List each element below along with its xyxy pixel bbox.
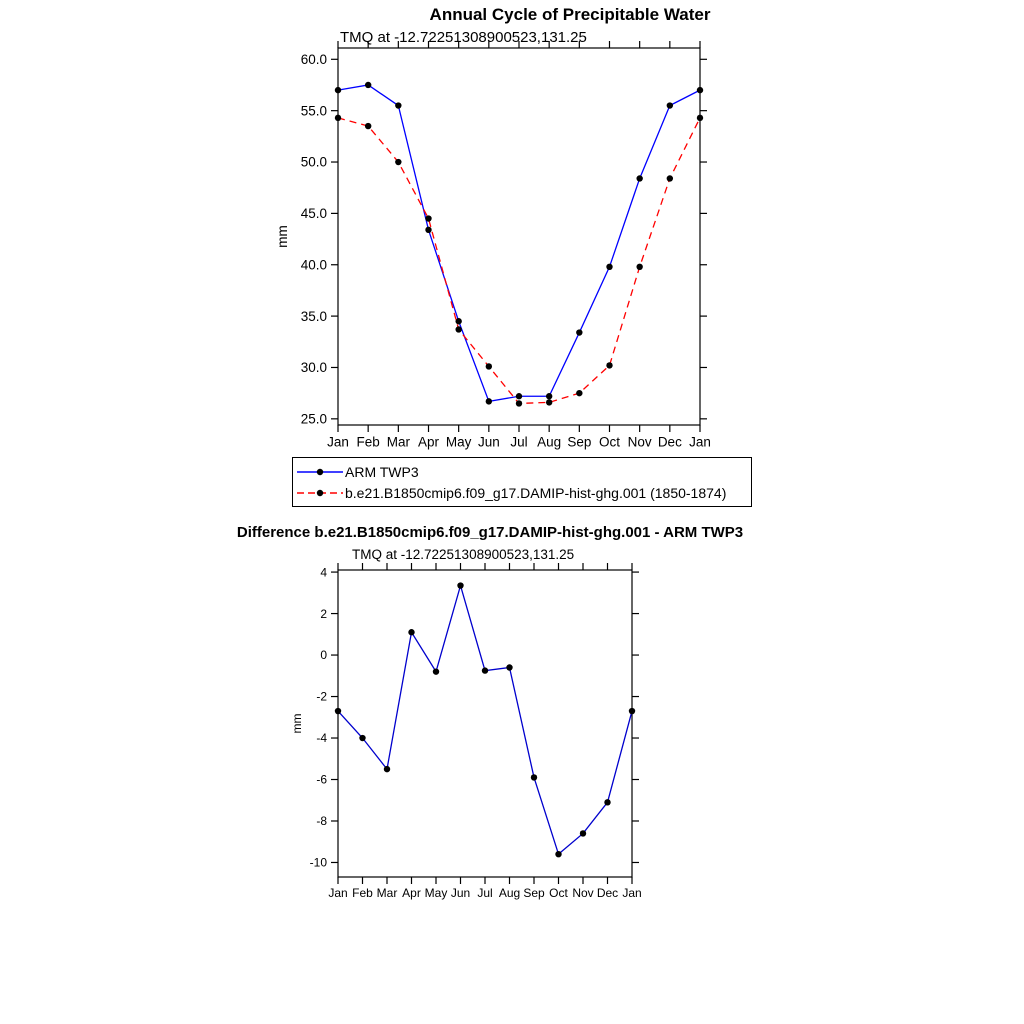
data-point-marker — [335, 87, 341, 93]
y-tick-label: -2 — [316, 689, 327, 704]
data-point-marker — [433, 668, 439, 674]
data-point-marker — [697, 87, 703, 93]
data-point-marker — [482, 667, 488, 673]
data-point-marker — [425, 227, 431, 233]
y-tick-label: -6 — [316, 772, 327, 787]
y-tick-label: -10 — [309, 855, 327, 870]
series-line-1 — [338, 118, 700, 404]
data-point-marker — [486, 363, 492, 369]
y-tick-label: 45.0 — [300, 206, 327, 222]
data-point-marker — [606, 362, 612, 368]
x-tick-label: Sep — [523, 886, 545, 900]
data-point-marker — [335, 708, 341, 714]
series-line-0 — [338, 85, 700, 401]
y-tick-label: 55.0 — [300, 103, 327, 119]
data-point-marker — [516, 400, 522, 406]
y-axis-title: mm — [290, 713, 304, 734]
y-tick-label: 30.0 — [300, 360, 327, 376]
data-point-marker — [425, 215, 431, 221]
y-tick-label: 50.0 — [300, 154, 327, 170]
y-tick-label: 60.0 — [300, 52, 327, 68]
plot-frame — [338, 48, 700, 425]
data-point-marker — [365, 82, 371, 88]
x-tick-label: Aug — [537, 434, 562, 450]
data-point-marker — [576, 390, 582, 396]
x-tick-label: Jan — [328, 886, 348, 900]
data-point-marker — [516, 393, 522, 399]
data-point-marker — [531, 774, 537, 780]
y-tick-label: -4 — [316, 731, 327, 746]
y-tick-label: 25.0 — [300, 411, 327, 427]
data-point-marker — [576, 329, 582, 335]
y-tick-label: -8 — [316, 814, 327, 829]
difference-subtitle: TMQ at -12.72251308900523,131.25 — [352, 547, 575, 562]
legend-entry-obs — [297, 461, 751, 482]
data-point-marker — [636, 175, 642, 181]
data-point-marker — [546, 399, 552, 405]
x-tick-label: Oct — [598, 434, 621, 450]
data-point-marker — [395, 102, 401, 108]
difference-title: Difference b.e21.B1850cmip6.f09_g17.DAMIP-hist-ghg.001 - ARM TWP3 — [236, 524, 744, 541]
data-point-marker — [580, 830, 586, 836]
x-tick-label: Feb — [356, 434, 380, 450]
data-point-marker — [408, 629, 414, 635]
y-tick-label: 40.0 — [300, 257, 327, 273]
data-point-marker — [667, 175, 673, 181]
x-tick-label: Mar — [386, 434, 410, 450]
x-tick-label: Jul — [510, 434, 528, 450]
legend-label-obs: ARM TWP3 — [345, 463, 419, 480]
data-point-marker — [604, 799, 610, 805]
plot-frame — [338, 570, 632, 877]
x-tick-label: Jan — [622, 886, 642, 900]
y-tick-label: 2 — [320, 606, 327, 621]
series-line-0 — [338, 586, 632, 855]
data-point-marker — [365, 123, 371, 129]
data-point-marker — [546, 393, 552, 399]
x-tick-label: Apr — [417, 434, 440, 450]
y-tick-label: 35.0 — [300, 308, 327, 324]
x-tick-label: Sep — [567, 434, 592, 450]
x-tick-label: Jun — [477, 434, 500, 450]
x-tick-label: May — [424, 886, 448, 900]
data-point-marker — [629, 708, 635, 714]
y-axis-title: mm — [275, 225, 290, 248]
x-tick-label: Jan — [689, 434, 711, 450]
data-point-marker — [384, 766, 390, 772]
data-point-marker — [457, 582, 463, 588]
x-tick-label: Apr — [402, 886, 421, 900]
data-point-marker — [455, 326, 461, 332]
x-tick-label: Mar — [376, 886, 398, 900]
legend-line-dashed-icon — [297, 487, 343, 499]
annual-cycle-title: Annual Cycle of Precipitable Water — [429, 5, 711, 24]
x-tick-label: Jun — [450, 886, 471, 900]
data-point-marker — [636, 264, 642, 270]
y-tick-label: 0 — [320, 648, 327, 663]
annual-cycle-subtitle: TMQ at -12.72251308900523,131.25 — [340, 29, 587, 46]
legend-label-model: b.e21.B1850cmip6.f09_g17.DAMIP-hist-ghg.001 (1850-1874) — [345, 484, 727, 501]
x-tick-label: Oct — [549, 886, 568, 900]
data-point-marker — [359, 735, 365, 741]
legend — [292, 457, 752, 507]
x-tick-label: May — [445, 434, 472, 450]
legend-line-solid-icon — [297, 466, 343, 478]
data-point-marker — [606, 264, 612, 270]
x-tick-label: Feb — [352, 886, 373, 900]
x-tick-label: Aug — [498, 886, 521, 900]
x-tick-label: Nov — [627, 434, 652, 450]
data-point-marker — [555, 851, 561, 857]
x-tick-label: Jan — [327, 434, 349, 450]
data-point-marker — [667, 102, 673, 108]
x-tick-label: Jul — [477, 886, 493, 900]
x-tick-label: Nov — [572, 886, 594, 900]
data-point-marker — [697, 115, 703, 121]
data-point-marker — [486, 398, 492, 404]
data-point-marker — [506, 664, 512, 670]
x-tick-label: Dec — [596, 886, 619, 900]
data-point-marker — [395, 159, 401, 165]
legend-entry-model — [297, 482, 751, 503]
x-tick-label: Dec — [657, 434, 682, 450]
y-tick-label: 4 — [320, 565, 327, 580]
data-point-marker — [335, 115, 341, 121]
